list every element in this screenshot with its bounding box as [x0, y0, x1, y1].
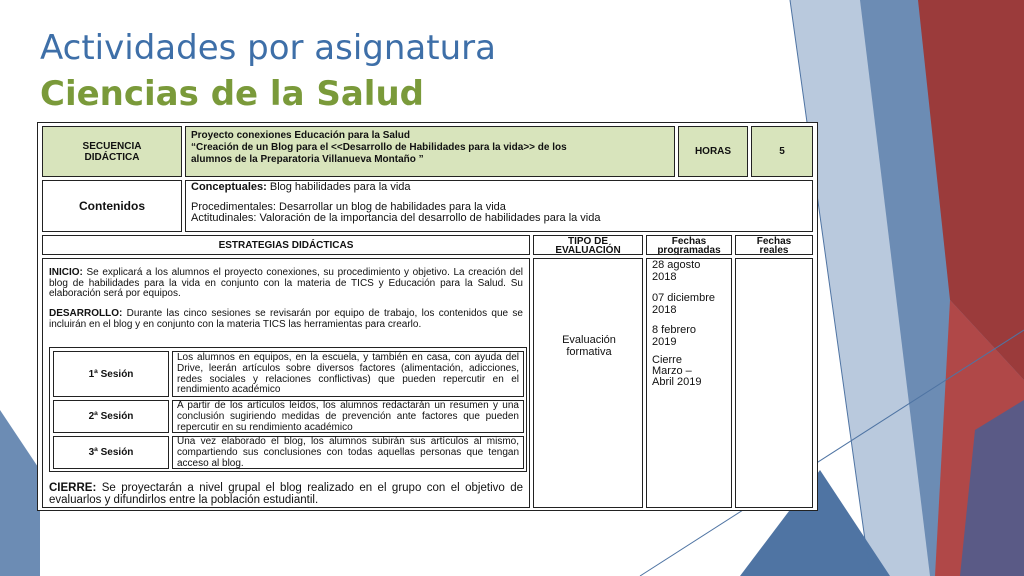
- tipo-header-line2: EVALUACIÓN: [555, 245, 621, 255]
- desarrollo-label: DESARROLLO:: [49, 308, 123, 319]
- secuencia-label: SECUENCIA DIDÁCTICA: [82, 140, 142, 163]
- sesion-2-text-cell: [172, 400, 524, 433]
- sesiones-table: [49, 347, 527, 472]
- estrategias-header-cell: [42, 235, 530, 255]
- estrategias-header: ESTRATEGIAS DIDÁCTICAS: [218, 239, 354, 251]
- horas-value-cell: [751, 126, 813, 177]
- fecha-4: Cierre Marzo – Abril 2019: [652, 354, 702, 388]
- sesion-1-label: 1ª Sesión: [88, 368, 134, 380]
- fechas-prog-header-line1: Fechas: [671, 236, 707, 247]
- tipo-header-line1: TIPO DE: [567, 236, 608, 247]
- fecha-1: 28 agosto 2018: [652, 259, 701, 283]
- sesion-1-label-cell: [53, 351, 169, 397]
- cierre-text: Se proyectarán a nivel grupal el blog realizado en el grupo con el objetivo de evaluarlos y difundirlos entre la población estudiantil.: [49, 482, 523, 506]
- inicio-paragraph: [49, 268, 523, 300]
- estrategias-cell: [42, 258, 530, 508]
- desarrollo-paragraph: [49, 309, 523, 330]
- conceptuales-label: Conceptuales:: [191, 181, 267, 193]
- project-line-3: alumnos de la Preparatoria Villanueva Montaño ”: [191, 154, 424, 165]
- secuencia-label-cell: [42, 126, 182, 177]
- fechas-prog-cell: [646, 258, 732, 508]
- fechas-prog-header-line2: programadas: [657, 245, 721, 255]
- sesion-1-text-cell: [172, 351, 524, 397]
- fechas-reales-header-cell: [735, 235, 813, 255]
- desarrollo-text: Durante las cinco sesiones se revisarán por equipo de trabajo, los contenidos que se incluirán en el blog y en conjunto con la materia TICS las herramientas para crearlo.: [49, 308, 523, 330]
- sesion-3-text-cell: [172, 436, 524, 469]
- sesion-2-label-cell: [53, 400, 169, 433]
- horas-label-cell: [678, 126, 748, 177]
- horas-value: 5: [779, 146, 785, 157]
- inicio-label: INICIO:: [49, 267, 83, 278]
- project-line-2: “Creación de un Blog para el <<Desarrollo de Habilidades para la vida>> de los: [191, 142, 567, 153]
- fechas-reales-header-line2: reales: [759, 245, 789, 255]
- conceptuales-line: [191, 182, 411, 194]
- procedimentales-line: Procedimentales: Desarrollar un blog de habilidades para la vida: [191, 201, 506, 213]
- conceptuales-text: Blog habilidades para la vida: [266, 181, 411, 193]
- evaluacion-text: Evaluación formativa: [562, 334, 616, 358]
- sesion-2-label: 2ª Sesión: [88, 411, 134, 422]
- fechas-prog-header-cell: [646, 235, 732, 255]
- cierre-paragraph: [49, 482, 523, 506]
- tipo-header-cell: [533, 235, 643, 255]
- project-line-1: Proyecto conexiones Educación para la Salud: [191, 130, 410, 141]
- fecha-3: 8 febrero 2019: [652, 324, 697, 348]
- evaluacion-cell: [533, 258, 643, 508]
- sequence-table: [37, 122, 818, 511]
- contenidos-label: Contenidos: [79, 199, 145, 213]
- cierre-label: CIERRE:: [49, 482, 97, 494]
- deco-left-strip: [0, 410, 40, 576]
- fecha-2: 07 diciembre 2018: [652, 292, 715, 316]
- slide-title: Actividades por asignatura: [40, 28, 496, 68]
- fechas-reales-cell: [735, 258, 813, 508]
- fechas-reales-header-line1: Fechas: [756, 236, 792, 247]
- inicio-text: Se explicará a los alumnos el proyecto conexiones, su procedimiento y objetivo. La creación del blog de habilidades para la vida en conjunto con la materia de TICS y Educación para la Salud. Su elaboración será por equipos.: [49, 267, 523, 299]
- sesion-1-text: Los alumnos en equipos, en la escuela, y también en casa, con ayuda del Drive, leerán artículos sobre diversos factores (alimentación, adicciones, redes sociales y relaciones conflictivas) que pueden repercutir en el rendimiento académico: [177, 352, 519, 396]
- sesion-3-label-cell: [53, 436, 169, 469]
- slide-subtitle: Ciencias de la Salud: [40, 74, 424, 114]
- contenidos-cell: [185, 180, 813, 232]
- sesion-2-text: A partir de los artículos leídos, los alumnos redactarán un resumen y una conclusión sugiriendo medidas de prevención ante factores que pueden repercutir en su rendimiento académico: [177, 400, 519, 433]
- horas-label: HORAS: [694, 146, 732, 157]
- actitudinales-line: Actitudinales: Valoración de la importancia del desarrollo de habilidades para la vida: [191, 212, 601, 224]
- project-cell: [185, 126, 675, 177]
- sesion-3-text: Una vez elaborado el blog, los alumnos subirán sus artículos al mismo, compartiendo sus conclusiones con todas aquellas personas que tengan acceso al blog.: [177, 436, 519, 469]
- sesion-3-label: 3ª Sesión: [88, 447, 134, 458]
- contenidos-label-cell: [42, 180, 182, 232]
